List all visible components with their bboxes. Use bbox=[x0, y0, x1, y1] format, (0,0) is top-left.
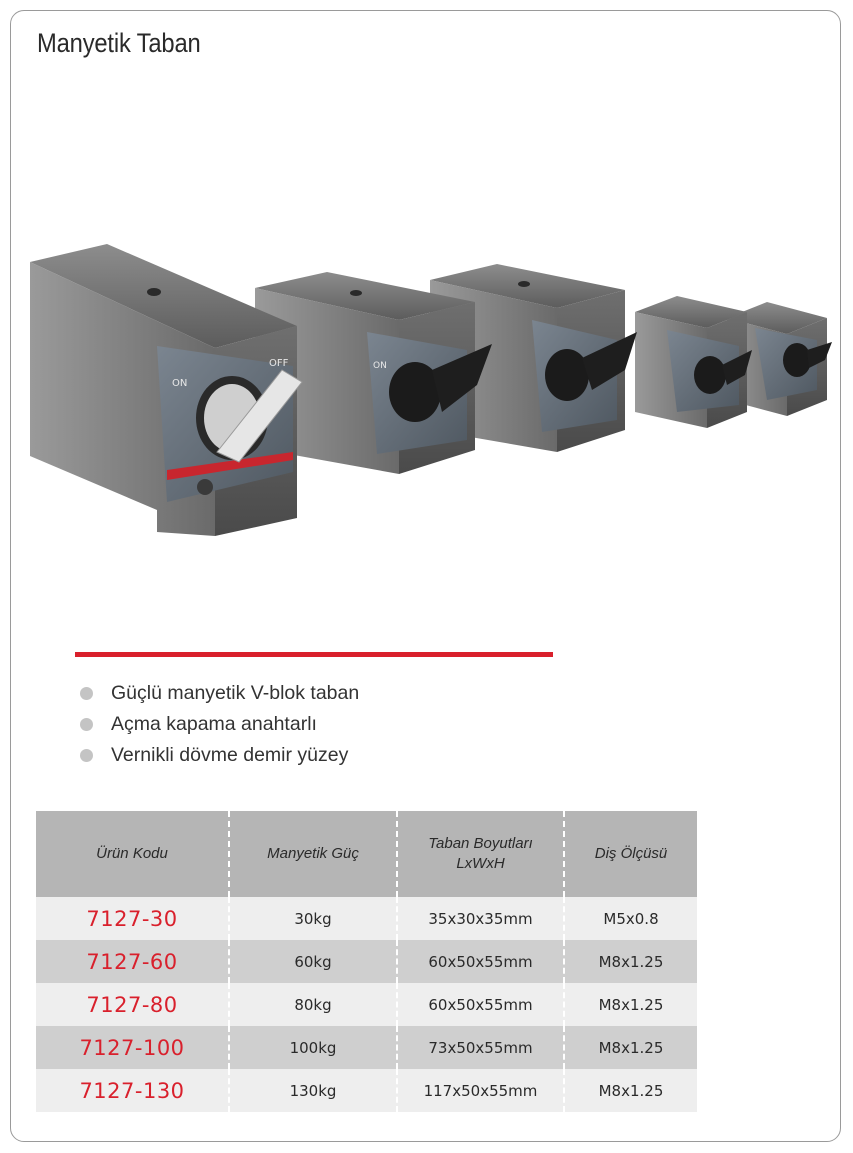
feature-item bbox=[78, 709, 359, 740]
base-dimensions: 60x50x55mm bbox=[397, 983, 564, 1026]
table-row bbox=[36, 940, 697, 983]
magnetic-base-small-1 bbox=[635, 296, 752, 428]
bullet-dot-icon bbox=[80, 718, 93, 731]
accent-divider bbox=[75, 652, 553, 657]
product-code: 7127-30 bbox=[36, 897, 229, 940]
magnetic-force: 30kg bbox=[229, 897, 397, 940]
switch-off-label-large: OFF bbox=[269, 358, 289, 369]
base-dimensions: 60x50x55mm bbox=[397, 940, 564, 983]
feature-list bbox=[78, 678, 359, 771]
switch-on-label-large: ON bbox=[172, 378, 188, 389]
header-base-dimensions bbox=[397, 811, 564, 897]
base-dimensions: 73x50x55mm bbox=[397, 1026, 564, 1069]
spec-table bbox=[36, 811, 697, 1112]
switch-on-label: ON bbox=[373, 361, 387, 371]
header-magnetic-force: Manyetik Güç bbox=[229, 811, 397, 897]
feature-text: Güçlü manyetik V-blok taban bbox=[111, 682, 360, 704]
page-title: Manyetik Taban bbox=[37, 28, 201, 58]
thread-size: M8x1.25 bbox=[564, 1069, 697, 1112]
thread-size: M5x0.8 bbox=[564, 897, 697, 940]
thread-size: M8x1.25 bbox=[564, 1026, 697, 1069]
product-code: 7127-60 bbox=[36, 940, 229, 983]
header-base-dimensions-title: Taban Boyutları bbox=[428, 835, 533, 852]
product-photo bbox=[27, 240, 837, 540]
bullet-dot-icon bbox=[80, 687, 93, 700]
table-row bbox=[36, 897, 697, 940]
feature-item bbox=[78, 678, 359, 709]
feature-item bbox=[78, 740, 359, 771]
feature-text: Vernikli dövme demir yüzey bbox=[111, 744, 349, 766]
table-row bbox=[36, 1069, 697, 1112]
feature-text: Açma kapama anahtarlı bbox=[111, 713, 317, 735]
header-thread-size: Diş Ölçüsü bbox=[564, 811, 697, 897]
thread-size: M8x1.25 bbox=[564, 983, 697, 1026]
base-dimensions: 117x50x55mm bbox=[397, 1069, 564, 1112]
header-product-code: Ürün Kodu bbox=[36, 811, 229, 897]
base-dimensions: 35x30x35mm bbox=[397, 897, 564, 940]
magnetic-force: 100kg bbox=[229, 1026, 397, 1069]
magnetic-force: 80kg bbox=[229, 983, 397, 1026]
thread-size: M8x1.25 bbox=[564, 940, 697, 983]
magnetic-force: 130kg bbox=[229, 1069, 397, 1112]
bullet-dot-icon bbox=[80, 749, 93, 762]
product-code: 7127-130 bbox=[36, 1069, 229, 1112]
table-row bbox=[36, 983, 697, 1026]
magnetic-force: 60kg bbox=[229, 940, 397, 983]
product-code: 7127-80 bbox=[36, 983, 229, 1026]
table-row bbox=[36, 1026, 697, 1069]
product-code: 7127-100 bbox=[36, 1026, 229, 1069]
table-header-row bbox=[36, 811, 697, 897]
header-base-dimensions-unit: LxWxH bbox=[456, 855, 505, 872]
